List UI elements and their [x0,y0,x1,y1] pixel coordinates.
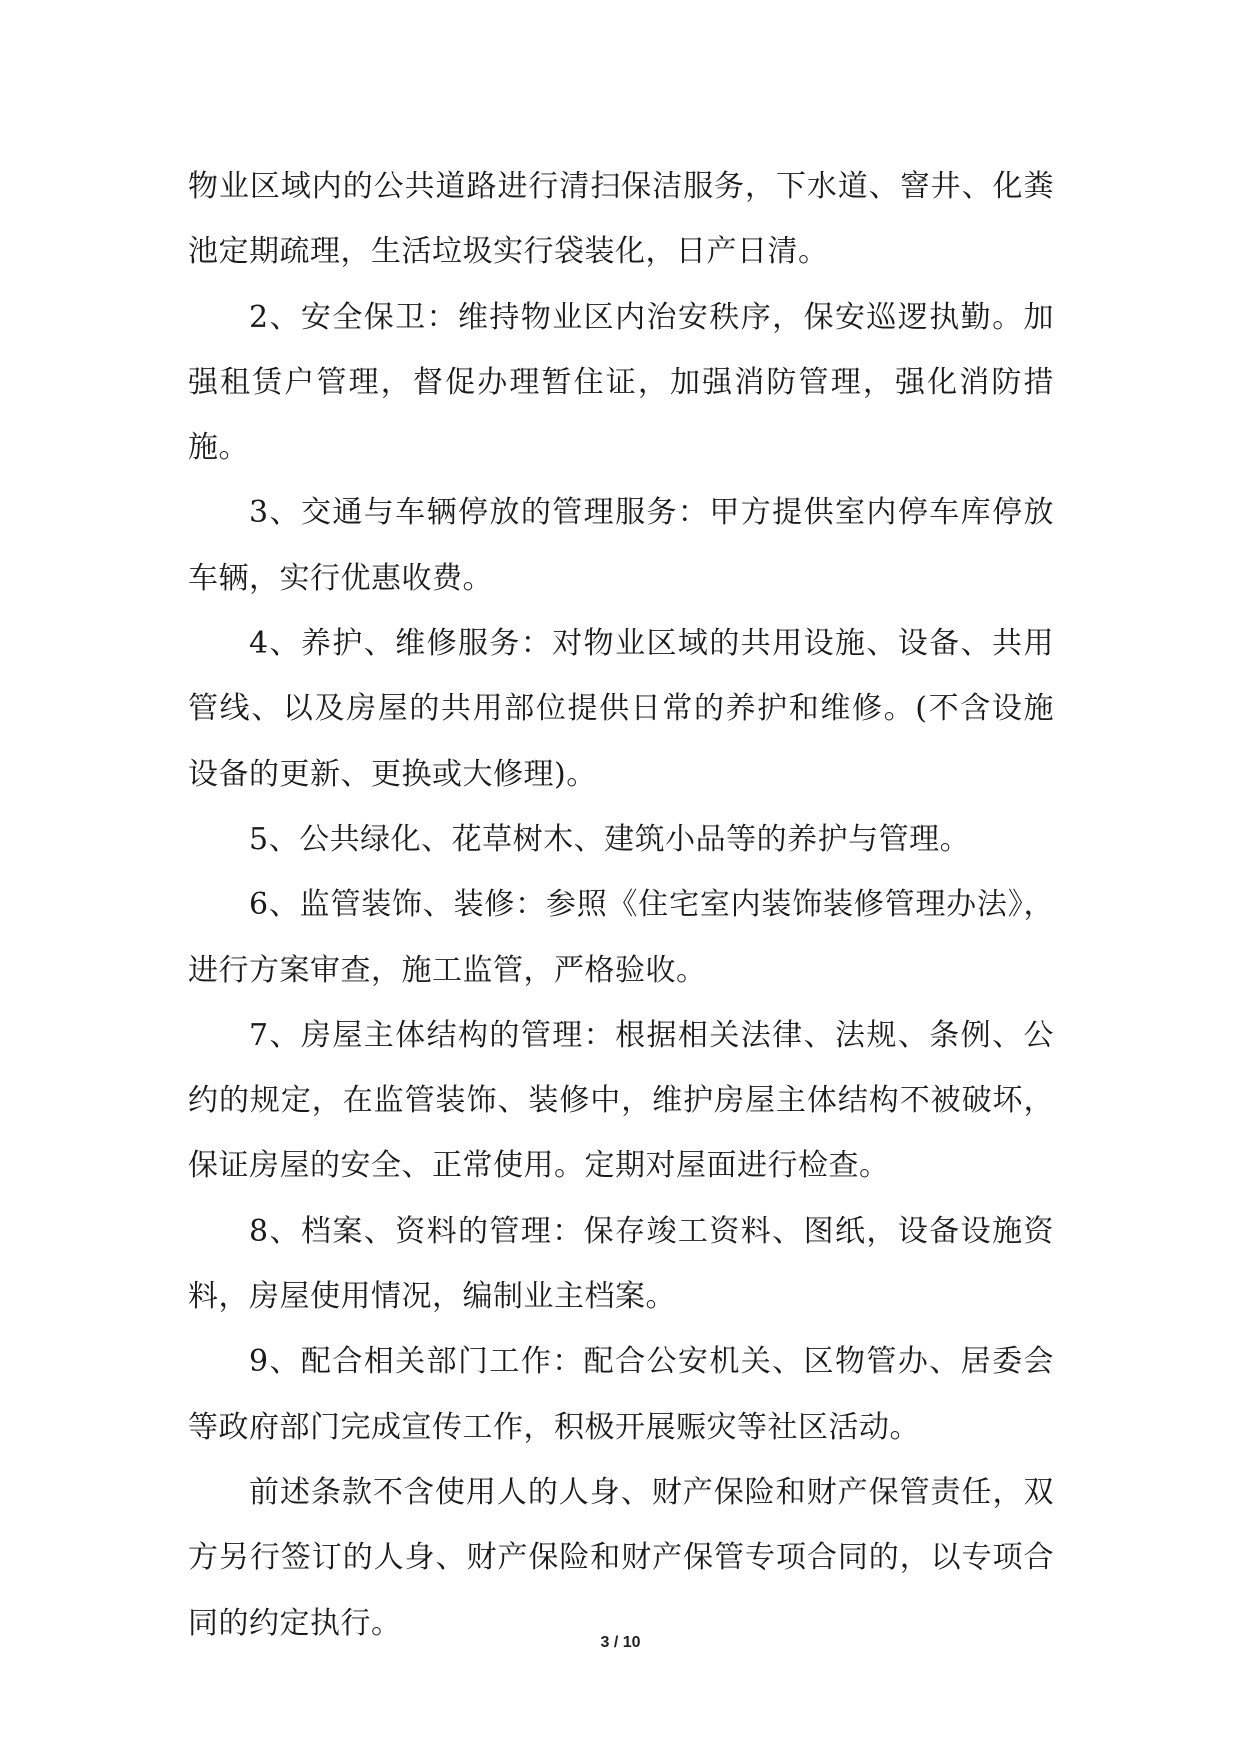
paragraph-item-4: 4、养护、维修服务：对物业区域的共用设施、设备、共用管线、以及房屋的共用部位提供日常的养护和维修。(不含设施设备的更新、更换或大修理)。 [188,626,1054,792]
paragraph-item-2: 2、安全保卫：维持物业区内治安秩序，保安巡逻执勤。加强租赁户管理，督促办理暂住证，加强消防管理，强化消防措施。 [188,299,1054,466]
paragraph-item-3: 3、交通与车辆停放的管理服务：甲方提供室内停车库停放车辆，实行优惠收费。 [188,495,1054,596]
paragraph-item-5: 5、公共绿化、花草树木、建筑小品等的养护与管理。 [249,821,971,857]
paragraph-continuation: 物业区域内的公共道路进行清扫保洁服务，下水道、窨井、化粪池定期疏理，生活垃圾实行袋装化，日产日清。 [188,169,1054,270]
paragraph-item-8: 8、档案、资料的管理：保存竣工资料、图纸，设备设施资料，房屋使用情况，编制业主档案。 [188,1213,1054,1315]
document-body [188,154,1054,1656]
paragraph-item-7: 7、房屋主体结构的管理：根据相关法律、法规、条例、公约的规定，在监管装饰、装修中，维护房屋主体结构不被破坏，保证房屋的安全、正常使用。定期对屋面进行检查。 [188,1017,1054,1184]
paragraph-item-9: 9、配合相关部门工作：配合公安机关、区物管办、居委会等政府部门完成宣传工作，积极开展赈灾等社区活动。 [188,1344,1054,1445]
paragraph-closing: 前述条款不含使用人的人身、财产保险和财产保管责任，双方另行签订的人身、财产保险和财产保管专项合同的，以专项合同的约定执行。 [188,1474,1054,1641]
paragraph-item-6: 6、监管装饰、装修：参照《住宅室内装饰装修管理办法》，进行方案审查，施工监管，严格验收。 [188,887,1054,988]
page-number: 3 / 10 [600,1634,641,1651]
